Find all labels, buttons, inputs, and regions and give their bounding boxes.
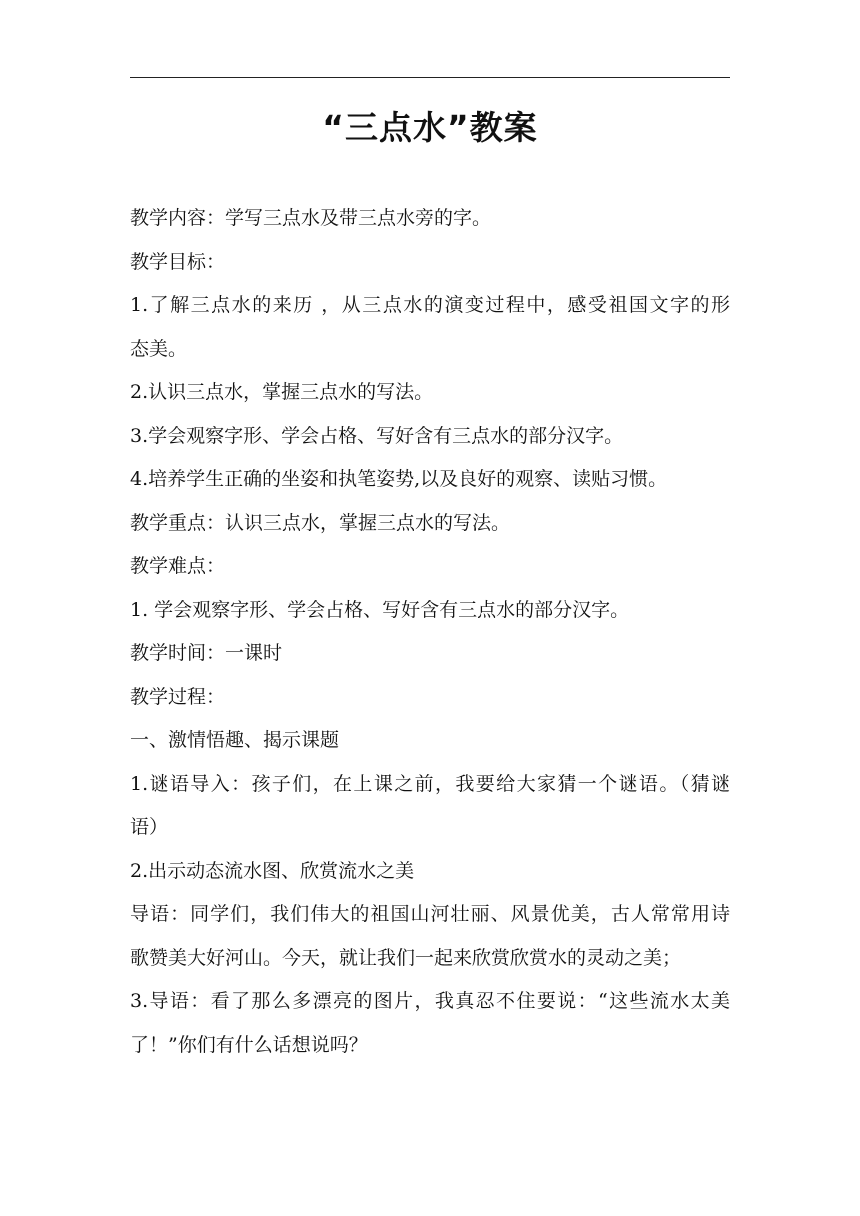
- goal-4: 4.培养学生正确的坐姿和执笔姿势,以及良好的观察、读贴习惯。: [130, 468, 668, 490]
- goal-2: 2.认识三点水，掌握三点水的写法。: [130, 381, 434, 403]
- goal-1-line-1: 1.了解三点水的来历 ，从三点水的演变过程中，感受祖国文字的形: [130, 294, 730, 316]
- goal-3: 3.学会观察字形、学会占格、写好含有三点水的部分汉字。: [130, 424, 624, 447]
- paragraph-key-points: 教学重点：认识三点水，掌握三点水的写法。: [130, 511, 511, 534]
- lead-in-line-1: 导语：同学们，我们伟大的祖国山河壮丽、风景优美，古人常常用诗: [130, 903, 730, 925]
- document-title: “三点水”教案: [322, 108, 538, 147]
- paragraph-teaching-time: 教学时间：一课时: [130, 642, 283, 664]
- heading-teaching-goals: 教学目标：: [130, 250, 226, 273]
- header-rule: [130, 77, 730, 78]
- difficulty-1: 1. 学会观察字形、学会占格、写好含有三点水的部分汉字。: [130, 598, 630, 621]
- step-3-line-1: 3.导语：看了那么多漂亮的图片，我真忍不住要说：“这些流水太美: [130, 990, 730, 1012]
- goal-1-line-2: 态美。: [130, 337, 188, 360]
- step-3-line-2: 了！”你们有什么话想说吗？: [130, 1033, 368, 1056]
- step-1-line-1: 1.谜语导入：孩子们，在上课之前，我要给大家猜一个谜语。（猜谜: [130, 772, 730, 795]
- document-body: [130, 197, 730, 1067]
- heading-difficulties: 教学难点：: [130, 555, 226, 577]
- heading-teaching-process: 教学过程：: [130, 685, 226, 708]
- paragraph-teaching-content: 教学内容：学写三点水及带三点水旁的字。: [130, 207, 492, 229]
- step-1-line-2: 语）: [130, 816, 169, 838]
- section-1-heading: 一、激情悟趣、揭示课题: [130, 729, 340, 751]
- lead-in-line-2: 歌赞美大好河山。今天，就让我们一起来欣赏欣赏水的灵动之美；: [130, 946, 682, 969]
- step-2: 2.出示动态流水图、欣赏流水之美: [130, 859, 415, 882]
